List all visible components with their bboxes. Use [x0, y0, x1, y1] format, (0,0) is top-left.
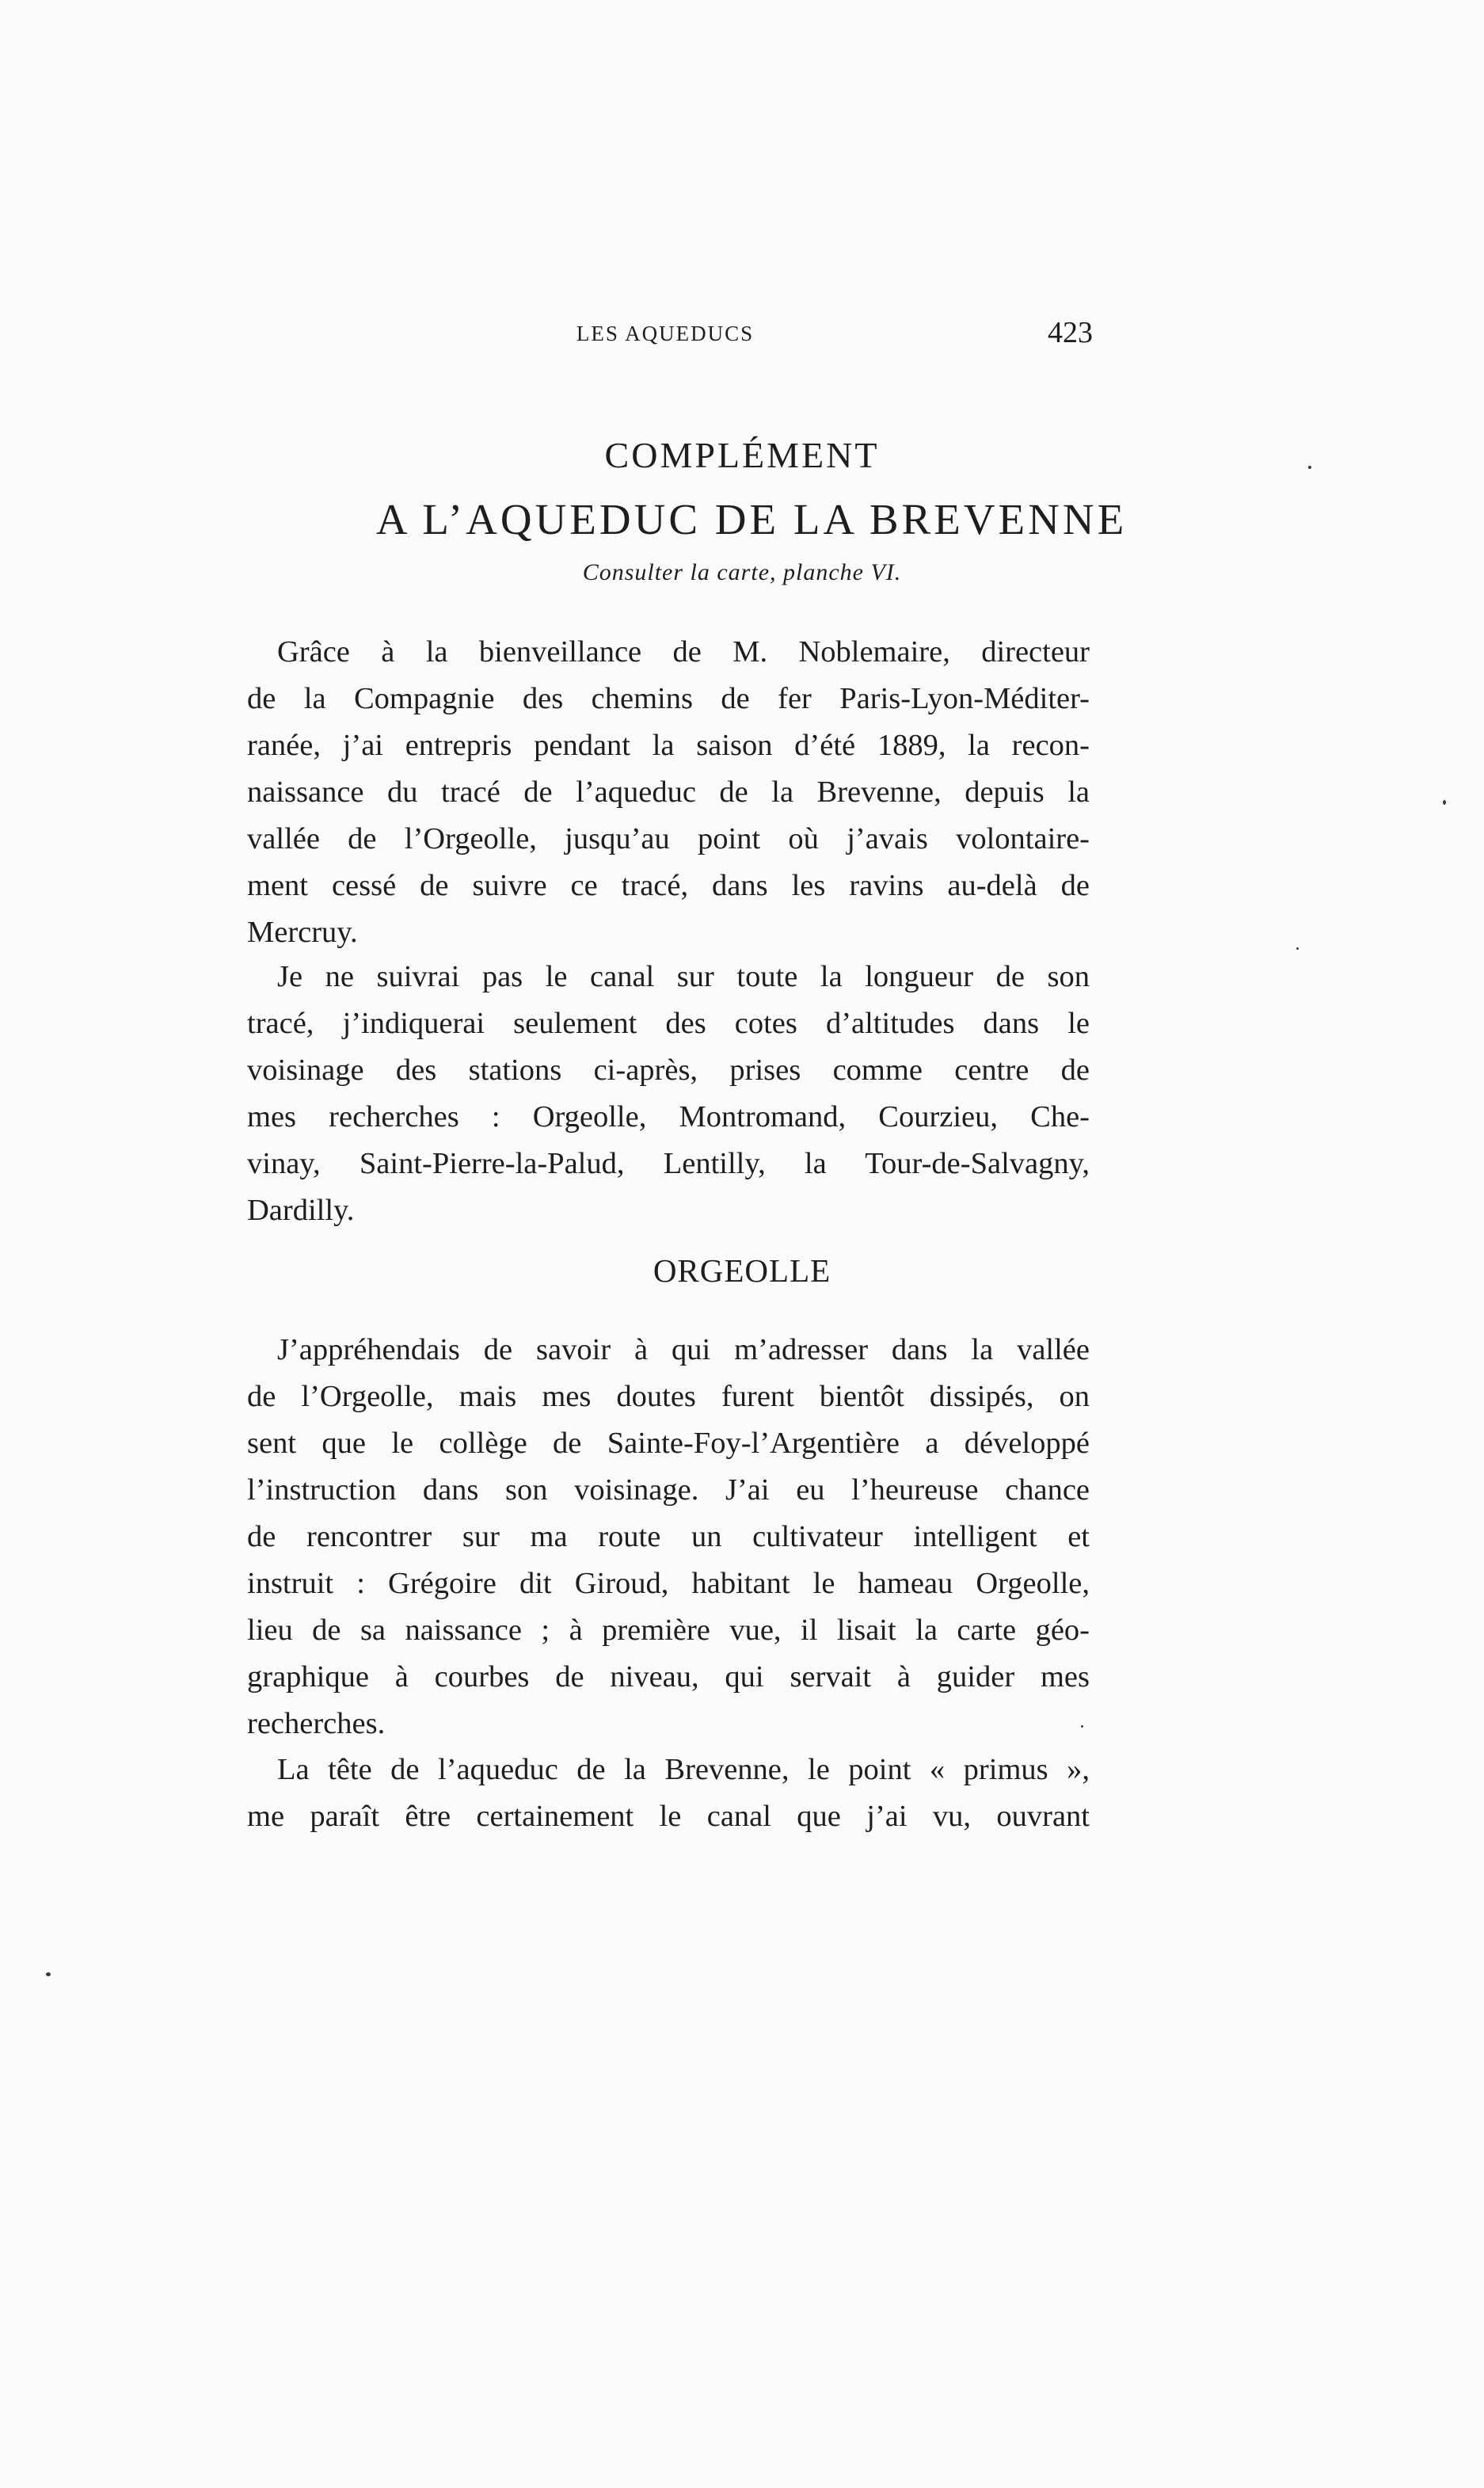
text-line: ment cessé de suivre ce tracé, dans les ravins au-delà de	[247, 869, 1090, 902]
text-line: Mercruy.	[247, 916, 358, 949]
text-line: La tête de l’aqueduc de la Brevenne, le point « primus »,	[277, 1753, 1090, 1786]
running-head	[245, 315, 1093, 355]
text-line: J’appréhendais de savoir à qui m’adresser dans la vallée	[277, 1333, 1090, 1366]
paragraph-3	[247, 1327, 1090, 1747]
text-line: vinay, Saint-Pierre-la-Palud, Lentilly, la Tour-de-Salvagny,	[247, 1147, 1090, 1180]
paragraph-2	[247, 954, 1090, 1234]
scan-speck	[1296, 947, 1299, 950]
chapter-title-line-1: COMPLÉMENT	[604, 435, 880, 475]
paragraph-4	[247, 1747, 1090, 1840]
text-line: de rencontrer sur ma route un cultivateur intelligent et	[247, 1520, 1090, 1553]
text-line: ranée, j’ai entrepris pendant la saison d’été 1889, la recon-	[247, 729, 1090, 762]
section-heading: ORGEOLLE	[653, 1252, 831, 1289]
text-line: me paraît être certainement le canal que j’ai vu, ouvrant	[247, 1800, 1090, 1833]
scan-speck	[1081, 1725, 1083, 1728]
page-number: 423	[1048, 316, 1093, 349]
scan-speck	[46, 1972, 51, 1976]
text-line: sent que le collège de Sainte-Foy-l’Argentière a développé	[247, 1427, 1090, 1460]
text-line: mes recherches : Orgeolle, Montromand, Courzieu, Che-	[247, 1100, 1090, 1134]
text-line: de la Compagnie des chemins de fer Paris-Lyon-Méditer-	[247, 682, 1090, 715]
text-line: vallée de l’Orgeolle, jusqu’au point où j’avais volontaire-	[247, 822, 1090, 855]
text-line: Je ne suivrai pas le canal sur toute la longueur de son	[277, 960, 1090, 993]
text-line: Grâce à la bienveillance de M. Noblemaire, directeur	[277, 635, 1090, 669]
text-line: recherches.	[247, 1707, 386, 1740]
text-line: Dardilly.	[247, 1194, 355, 1227]
text-line: l’instruction dans son voisinage. J’ai eu l’heureuse chance	[247, 1473, 1090, 1507]
text-line: instruit : Grégoire dit Giroud, habitant le hameau Orgeolle,	[247, 1567, 1090, 1600]
text-line: voisinage des stations ci-après, prises comme centre de	[247, 1053, 1090, 1087]
scan-speck	[1443, 800, 1446, 805]
text-line: naissance du tracé de l’aqueduc de la Brevenne, depuis la	[247, 775, 1090, 809]
chapter-subtitle: Consulter la carte, planche VI.	[582, 559, 902, 585]
text-line: tracé, j’indiquerai seulement des cotes d’altitudes dans le	[247, 1007, 1090, 1040]
chapter-title-line-2: A L’AQUEDUC DE LA BREVENNE	[375, 495, 1128, 543]
text-line: lieu de sa naissance ; à première vue, il lisait la carte géo-	[247, 1614, 1090, 1647]
paragraph-1	[247, 629, 1090, 956]
text-line: de l’Orgeolle, mais mes doutes furent bientôt dissipés, on	[247, 1380, 1090, 1413]
running-title: LES AQUEDUCS	[576, 322, 755, 345]
text-line: graphique à courbes de niveau, qui servait à guider mes	[247, 1660, 1090, 1694]
scan-speck	[1308, 466, 1311, 469]
